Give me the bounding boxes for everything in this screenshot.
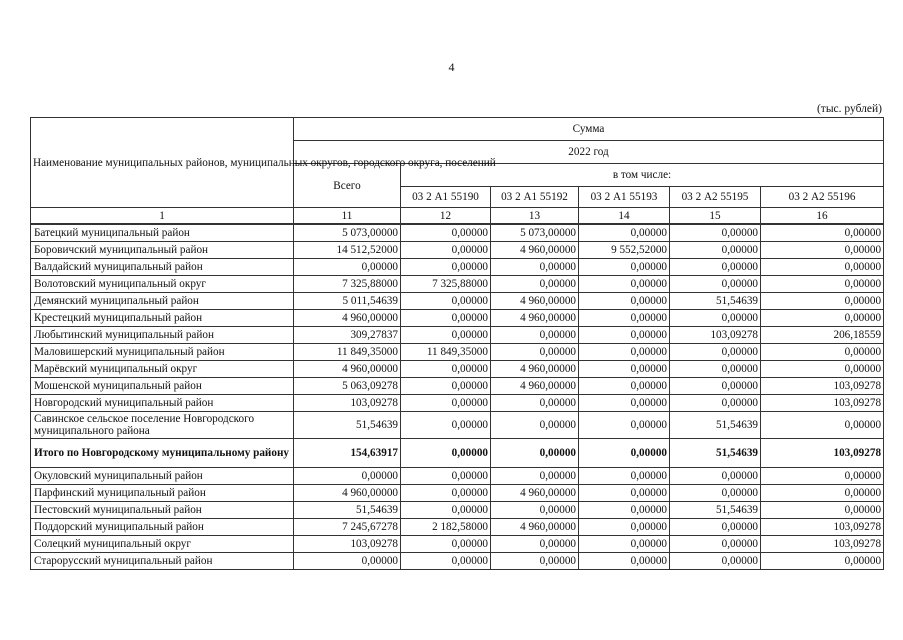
row-value: 0,00000: [491, 553, 579, 570]
row-value: 0,00000: [491, 536, 579, 553]
row-value: 154,63917: [294, 439, 401, 468]
row-value: 0,00000: [401, 242, 491, 259]
row-value: 0,00000: [761, 259, 884, 276]
row-name: Любытинский муниципальный район: [31, 327, 294, 344]
row-value: 0,00000: [401, 259, 491, 276]
row-value: 51,54639: [294, 412, 401, 439]
row-value: 0,00000: [401, 310, 491, 327]
header-including: в том числе:: [401, 164, 884, 187]
table-row: [31, 412, 884, 439]
row-value: 0,00000: [761, 293, 884, 310]
row-value: 0,00000: [491, 259, 579, 276]
row-value: 0,00000: [294, 553, 401, 570]
row-value: 51,54639: [294, 502, 401, 519]
row-name: Валдайский муниципальный район: [31, 259, 294, 276]
row-value: 0,00000: [670, 468, 761, 485]
row-value: 0,00000: [670, 310, 761, 327]
table-row: [31, 276, 884, 293]
row-value: 0,00000: [491, 395, 579, 412]
row-name: Парфинский муниципальный район: [31, 485, 294, 502]
row-value: 0,00000: [491, 327, 579, 344]
table-row: [31, 553, 884, 570]
row-value: 0,00000: [579, 395, 670, 412]
row-value: 103,09278: [761, 395, 884, 412]
index-cell: 13: [491, 208, 579, 225]
table-row: [31, 344, 884, 361]
header-name-column: Наименование муниципальных районов, муниципальных округов, городского округа, поселений: [31, 118, 294, 208]
header-code: 03 2 А2 55196: [761, 187, 884, 208]
row-name: Боровичский муниципальный район: [31, 242, 294, 259]
row-value: 0,00000: [579, 412, 670, 439]
row-value: 0,00000: [579, 361, 670, 378]
row-value: 0,00000: [579, 378, 670, 395]
row-name: Маловишерский муниципальный район: [31, 344, 294, 361]
row-value: 0,00000: [761, 242, 884, 259]
row-value: 0,00000: [401, 502, 491, 519]
row-value: 4 960,00000: [491, 485, 579, 502]
row-name: Окуловский муниципальный район: [31, 468, 294, 485]
table-row: [31, 502, 884, 519]
row-value: 51,54639: [670, 412, 761, 439]
row-value: 4 960,00000: [491, 361, 579, 378]
row-value: 0,00000: [761, 502, 884, 519]
row-value: 0,00000: [579, 293, 670, 310]
table-row: [31, 242, 884, 259]
row-value: 9 552,52000: [579, 242, 670, 259]
row-value: 206,18559: [761, 327, 884, 344]
table-row: [31, 259, 884, 276]
row-value: 11 849,35000: [294, 344, 401, 361]
row-value: 0,00000: [761, 485, 884, 502]
row-value: 0,00000: [761, 468, 884, 485]
row-value: 0,00000: [670, 224, 761, 242]
row-value: 0,00000: [579, 276, 670, 293]
row-value: 0,00000: [491, 412, 579, 439]
row-value: 103,09278: [761, 536, 884, 553]
row-value: 4 960,00000: [491, 519, 579, 536]
row-name: Мошенской муниципальный район: [31, 378, 294, 395]
header-code: 03 2 А1 55192: [491, 187, 579, 208]
row-name: Крестецкий муниципальный район: [31, 310, 294, 327]
row-value: 2 182,58000: [401, 519, 491, 536]
row-value: 0,00000: [761, 276, 884, 293]
row-value: 0,00000: [670, 395, 761, 412]
row-value: 0,00000: [579, 344, 670, 361]
row-name: Волотовский муниципальный округ: [31, 276, 294, 293]
row-name: Итого по Новгородскому муниципальному району: [31, 439, 294, 468]
row-value: 4 960,00000: [294, 310, 401, 327]
row-value: 0,00000: [670, 553, 761, 570]
table-row: [31, 293, 884, 310]
row-value: 0,00000: [579, 327, 670, 344]
index-cell: 11: [294, 208, 401, 225]
row-value: 0,00000: [401, 536, 491, 553]
row-value: 0,00000: [670, 276, 761, 293]
table-row: [31, 224, 884, 242]
row-value: 4 960,00000: [294, 485, 401, 502]
row-value: 0,00000: [401, 378, 491, 395]
row-value: 0,00000: [761, 224, 884, 242]
header-total: Всего: [294, 164, 401, 208]
header-code: 03 2 А2 55195: [670, 187, 761, 208]
row-value: 103,09278: [294, 395, 401, 412]
row-value: 0,00000: [401, 361, 491, 378]
row-value: 0,00000: [294, 259, 401, 276]
row-value: 51,54639: [670, 502, 761, 519]
row-value: 0,00000: [670, 485, 761, 502]
row-name: Демянский муниципальный район: [31, 293, 294, 310]
page-number: 4: [448, 60, 455, 74]
row-value: 103,09278: [761, 519, 884, 536]
row-value: 103,09278: [670, 327, 761, 344]
row-value: 103,09278: [761, 378, 884, 395]
row-value: 0,00000: [670, 378, 761, 395]
row-value: 4 960,00000: [294, 361, 401, 378]
row-value: 0,00000: [670, 361, 761, 378]
index-cell: 16: [761, 208, 884, 225]
row-value: 0,00000: [401, 439, 491, 468]
row-value: 0,00000: [761, 412, 884, 439]
row-value: 5 073,00000: [491, 224, 579, 242]
row-value: 0,00000: [579, 536, 670, 553]
table-row: [31, 485, 884, 502]
header-year: 2022 год: [294, 141, 884, 164]
row-value: 0,00000: [401, 412, 491, 439]
row-value: 0,00000: [761, 361, 884, 378]
row-value: 0,00000: [401, 553, 491, 570]
row-value: 0,00000: [670, 242, 761, 259]
row-value: 4 960,00000: [491, 242, 579, 259]
table-row: [31, 361, 884, 378]
row-value: 51,54639: [670, 439, 761, 468]
row-value: 0,00000: [401, 224, 491, 242]
row-value: 0,00000: [401, 485, 491, 502]
header-code: 03 2 А1 55190: [401, 187, 491, 208]
row-value: 0,00000: [761, 344, 884, 361]
row-value: 309,27837: [294, 327, 401, 344]
row-value: 0,00000: [579, 310, 670, 327]
row-value: 0,00000: [761, 553, 884, 570]
row-name: Марёвский муниципальный округ: [31, 361, 294, 378]
row-value: 0,00000: [401, 327, 491, 344]
row-name: Старорусский муниципальный район: [31, 553, 294, 570]
row-value: 51,54639: [670, 293, 761, 310]
row-name: Солецкий муниципальный округ: [31, 536, 294, 553]
row-value: 4 960,00000: [491, 310, 579, 327]
row-value: 0,00000: [491, 439, 579, 468]
index-cell: 14: [579, 208, 670, 225]
total-row: [31, 439, 884, 468]
table-row: [31, 327, 884, 344]
row-value: 14 512,52000: [294, 242, 401, 259]
row-value: 0,00000: [579, 502, 670, 519]
row-value: 0,00000: [491, 344, 579, 361]
row-value: 0,00000: [670, 259, 761, 276]
row-value: 0,00000: [401, 293, 491, 310]
row-value: 0,00000: [670, 536, 761, 553]
row-value: 0,00000: [579, 553, 670, 570]
row-value: 4 960,00000: [491, 378, 579, 395]
row-value: 0,00000: [579, 468, 670, 485]
table-row: [31, 468, 884, 485]
row-value: 7 245,67278: [294, 519, 401, 536]
row-value: 0,00000: [579, 439, 670, 468]
row-value: 0,00000: [670, 519, 761, 536]
header-sum: Сумма: [294, 118, 884, 141]
header-code: 03 2 А1 55193: [579, 187, 670, 208]
row-value: 0,00000: [579, 519, 670, 536]
row-value: 103,09278: [294, 536, 401, 553]
row-value: 0,00000: [579, 485, 670, 502]
table-row: [31, 310, 884, 327]
row-name: Пестовский муниципальный район: [31, 502, 294, 519]
row-value: 7 325,88000: [294, 276, 401, 293]
index-cell: 1: [31, 208, 294, 225]
row-value: 5 063,09278: [294, 378, 401, 395]
row-value: 5 073,00000: [294, 224, 401, 242]
row-value: 0,00000: [579, 259, 670, 276]
table-row: [31, 378, 884, 395]
table-row: [31, 536, 884, 553]
row-name: Савинское сельское поселение Новгородского муниципального района: [31, 412, 294, 439]
row-value: 7 325,88000: [401, 276, 491, 293]
row-name: Новгородский муниципальный район: [31, 395, 294, 412]
table-row: [31, 519, 884, 536]
row-value: 0,00000: [670, 344, 761, 361]
row-value: 0,00000: [491, 468, 579, 485]
row-value: 4 960,00000: [491, 293, 579, 310]
row-value: 0,00000: [401, 468, 491, 485]
row-value: 5 011,54639: [294, 293, 401, 310]
row-name: Поддорский муниципальный район: [31, 519, 294, 536]
units-note: (тыс. рублей): [816, 103, 882, 115]
table-row: [31, 395, 884, 412]
row-value: 11 849,35000: [401, 344, 491, 361]
row-name: Батецкий муниципальный район: [31, 224, 294, 242]
row-value: 0,00000: [761, 310, 884, 327]
row-value: 0,00000: [294, 468, 401, 485]
row-value: 0,00000: [491, 502, 579, 519]
index-cell: 15: [670, 208, 761, 225]
index-cell: 12: [401, 208, 491, 225]
row-value: 0,00000: [401, 395, 491, 412]
row-value: 0,00000: [579, 224, 670, 242]
budget-table: [30, 117, 884, 570]
row-value: 103,09278: [761, 439, 884, 468]
row-value: 0,00000: [491, 276, 579, 293]
